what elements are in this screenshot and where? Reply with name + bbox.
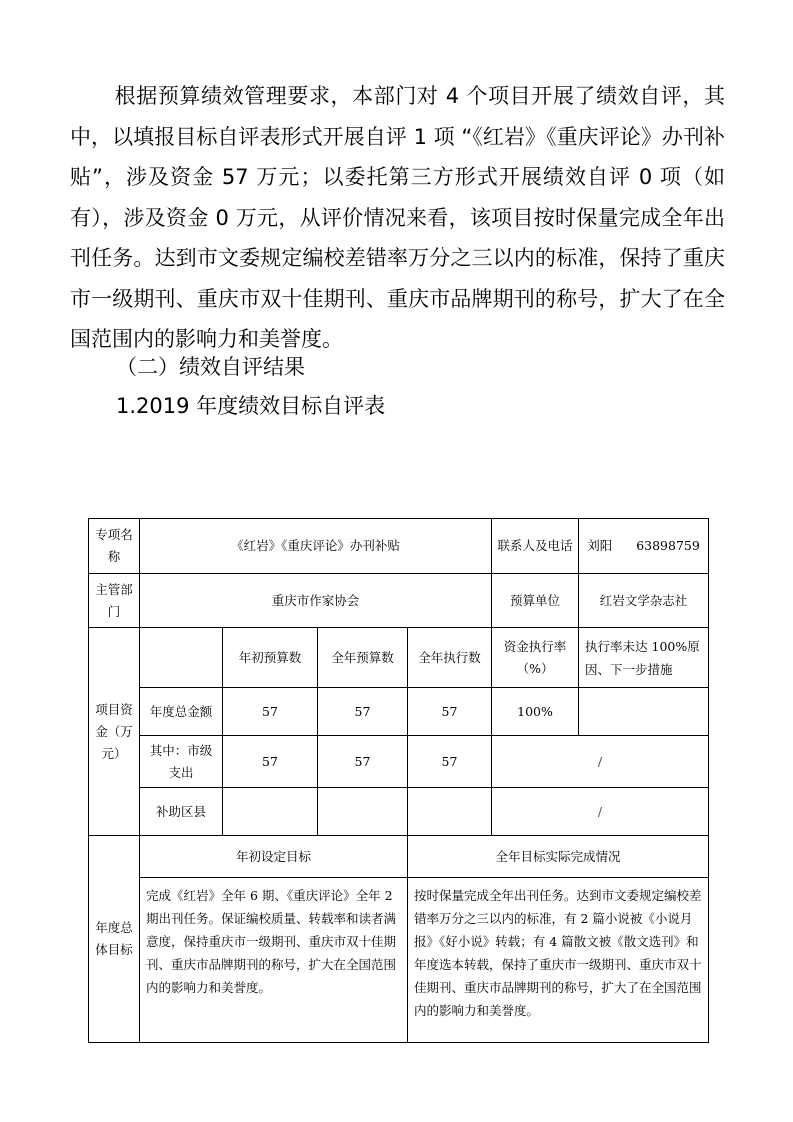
budget-unit-label: 预算单位 — [492, 574, 579, 628]
project-name-label: 专项名称 — [89, 519, 140, 574]
rate-value: 100% — [492, 688, 579, 736]
executed-value: 57 — [408, 736, 492, 788]
initial-value — [223, 788, 318, 836]
merged-slash: / — [492, 736, 709, 788]
contact-value — [579, 519, 709, 574]
budget-unit-value: 红岩文学杂志社 — [579, 574, 709, 628]
goals-content-row — [89, 878, 709, 1043]
annual-value — [318, 788, 408, 836]
performance-self-evaluation-table — [88, 518, 709, 1043]
initial-value: 57 — [223, 736, 318, 788]
intro-paragraph-text: 根据预算绩效管理要求，本部门对 4 个项目开展了绩效自评，其中，以填报目标自评表形式开展自评 1 项 “《红岩》《重庆评论》办刊补贴”，涉及资金 57 万元；以委托第三方形式开展绩效自评 0 项（如有），涉及资金 0 万元，从评价情况来看，该项目按时保量完成全年出刊任务。达到市文委规定编校差错率万分之三以内的标准，保持了重庆市一级期刊、重庆市双十佳期刊、重庆市品牌期刊的称号，扩大了在全国范围内的影响力和美誉度。 — [70, 84, 725, 351]
dept-value: 重庆市作家协会 — [140, 574, 492, 628]
funds-district-row — [89, 788, 709, 836]
goals-header-initial: 年初设定目标 — [140, 836, 408, 878]
initial-value: 57 — [223, 688, 318, 736]
goals-label: 年度总体目标 — [89, 836, 140, 1043]
funds-header-blank — [140, 628, 223, 688]
goals-header-row — [89, 836, 709, 878]
goals-actual-text: 按时保量完成全年出刊任务。达到市文委规定编校差错率万分之三以内的标准，有 2 篇小说被《小说月报》《好小说》转载；有 4 篇散文被《散文选刊》和年度选本转载，保持了重庆市一级期刊、重庆市双十佳期刊、重庆市品牌期刊的称号，扩大了在全国范围内的影响力和美誉度。 — [408, 878, 709, 1043]
annual-value: 57 — [318, 736, 408, 788]
contact-name: 刘阳 — [587, 538, 613, 553]
section-heading: （二）绩效自评结果 — [116, 355, 305, 379]
merged-slash: / — [492, 788, 709, 836]
department-row — [89, 574, 709, 628]
project-name-row — [89, 519, 709, 574]
table-heading: 1.2019 年度绩效目标自评表 — [116, 394, 386, 418]
funds-total-row — [89, 688, 709, 736]
reason-value — [579, 688, 709, 736]
contact-label: 联系人及电话 — [492, 519, 579, 574]
header-reason: 执行率未达 100%原因、下一步措施 — [579, 628, 709, 688]
annual-value: 57 — [318, 688, 408, 736]
header-execution-rate: 资金执行率（%） — [492, 628, 579, 688]
funds-city-row — [89, 736, 709, 788]
row-label: 其中：市级支出 — [140, 736, 223, 788]
header-annual-budget: 全年预算数 — [318, 628, 408, 688]
header-initial-budget: 年初预算数 — [223, 628, 318, 688]
intro-paragraph — [70, 76, 725, 360]
contact-phone: 63898759 — [636, 538, 700, 553]
project-name-value: 《红岩》《重庆评论》办刊补贴 — [140, 519, 492, 574]
header-executed: 全年执行数 — [408, 628, 492, 688]
goals-header-actual: 全年目标实际完成情况 — [408, 836, 709, 878]
dept-label: 主管部门 — [89, 574, 140, 628]
funds-header-row — [89, 628, 709, 688]
row-label: 年度总金额 — [140, 688, 223, 736]
executed-value — [408, 788, 492, 836]
goals-initial-text: 完成《红岩》全年 6 期、《重庆评论》全年 2 期出刊任务。保证编校质量、转载率和读者满意度，保持重庆市一级期刊、重庆市双十佳期刊、重庆市品牌期刊的称号，扩大在全国范围内的影响力和美誉度。 — [140, 878, 408, 1043]
funds-label: 项目资金（万元） — [89, 628, 140, 836]
row-label: 补助区县 — [140, 788, 223, 836]
executed-value: 57 — [408, 688, 492, 736]
